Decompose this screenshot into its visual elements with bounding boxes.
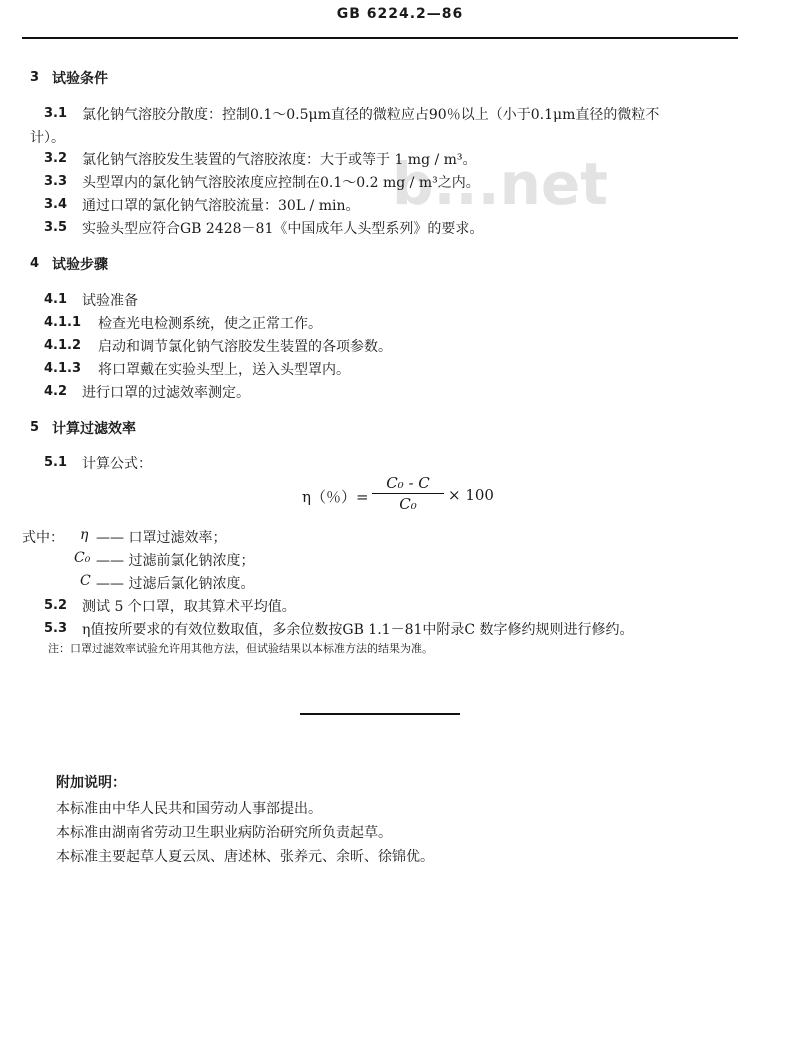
formula-numerator: C₀ - C xyxy=(386,474,430,492)
clause-5-2-text: 测试 5 个口罩，取其算术平均值。 xyxy=(82,599,296,615)
clause-4-1-text: 试验准备 xyxy=(82,293,138,309)
where-label: 式中： xyxy=(22,530,64,546)
where-symbol-eta: η xyxy=(80,527,89,543)
where-desc-c0: —— 过滤前氯化钠浓度； xyxy=(96,553,255,569)
clause-3-1-text: 氯化钠气溶胶分散度：控制0.1～0.5μm直径的微粒应占90％以上（小于0.1μm直径的微粒不 xyxy=(82,107,660,123)
header-rule xyxy=(22,37,738,39)
efficiency-formula xyxy=(302,474,502,520)
appendix-title: 附加说明： xyxy=(56,775,126,791)
note: 注：口罩过滤效率试验允许用其他方法，但试验结果以本标准方法的结果为准。 xyxy=(48,642,433,655)
formula-lhs: η（％）= xyxy=(302,488,369,506)
clause-4-1-number: 4.1 xyxy=(44,292,68,307)
where-symbol-c0: C₀ xyxy=(74,550,91,566)
section-5-number: 5 xyxy=(30,420,40,435)
section-3-title: 试验条件 xyxy=(52,71,108,87)
clause-3-4-number: 3.4 xyxy=(44,197,68,212)
watermark: b...net xyxy=(392,150,608,218)
clause-4-1-2-number: 4.1.2 xyxy=(44,338,82,353)
where-desc-eta: —— 口罩过滤效率； xyxy=(96,530,227,546)
section-4-title: 试验步骤 xyxy=(52,257,108,273)
clause-4-2-number: 4.2 xyxy=(44,384,68,399)
clause-3-1-continuation: 计）。 xyxy=(30,130,65,146)
clause-3-3-number: 3.3 xyxy=(44,174,68,189)
clause-4-1-2-text: 启动和调节氯化钠气溶胶发生装置的各项参数。 xyxy=(98,339,392,355)
clause-5-3-text: η值按所要求的有效位数取值，多余位数按GB 1.1－81中附录C 数字修约规则进行修约。 xyxy=(82,622,634,638)
appendix-line-3: 本标准主要起草人夏云凤、唐述林、张养元、余昕、徐锦优。 xyxy=(56,849,434,865)
formula-rhs: × 100 xyxy=(448,486,494,504)
appendix-line-1: 本标准由中华人民共和国劳动人事部提出。 xyxy=(56,801,322,817)
where-desc-c: —— 过滤后氯化钠浓度。 xyxy=(96,576,255,592)
clause-3-1-number: 3.1 xyxy=(44,106,68,121)
section-5-title: 计算过滤效率 xyxy=(52,421,136,437)
clause-5-2-number: 5.2 xyxy=(44,598,68,613)
clause-5-3-number: 5.3 xyxy=(44,621,68,636)
section-3-number: 3 xyxy=(30,70,40,85)
clause-3-4-text: 通过口罩的氯化钠气溶胶流量：30L / min。 xyxy=(82,198,360,214)
clause-3-3-text: 头型罩内的氯化钠气溶胶浓度应控制在0.1～0.2 mg / m³之内。 xyxy=(82,175,480,191)
section-4-number: 4 xyxy=(30,256,40,271)
fraction-bar xyxy=(372,493,444,494)
clause-3-2-text: 氯化钠气溶胶发生装置的气溶胶浓度：大于或等于 1 mg / m³。 xyxy=(82,152,477,168)
appendix-line-2: 本标准由湖南省劳动卫生职业病防治研究所负责起草。 xyxy=(56,825,392,841)
clause-5-1-number: 5.1 xyxy=(44,455,68,470)
clause-4-1-1-number: 4.1.1 xyxy=(44,315,82,330)
clause-4-1-1-text: 检查光电检测系统，使之正常工作。 xyxy=(98,316,322,332)
clause-4-1-3-text: 将口罩戴在实验头型上，送入头型罩内。 xyxy=(98,362,350,378)
where-symbol-c: C xyxy=(80,573,91,589)
formula-fraction xyxy=(372,474,444,513)
standard-header: GB 6224.2—86 xyxy=(336,6,464,22)
clause-5-1-text: 计算公式： xyxy=(82,456,152,472)
clause-3-2-number: 3.2 xyxy=(44,151,68,166)
clause-4-1-3-number: 4.1.3 xyxy=(44,361,82,376)
section-divider xyxy=(300,713,460,715)
clause-4-2-text: 进行口罩的过滤效率测定。 xyxy=(82,385,250,401)
formula-denominator: C₀ xyxy=(399,495,417,513)
clause-3-5-text: 实验头型应符合GB 2428－81《中国成年人头型系列》的要求。 xyxy=(82,221,484,237)
clause-3-5-number: 3.5 xyxy=(44,220,68,235)
